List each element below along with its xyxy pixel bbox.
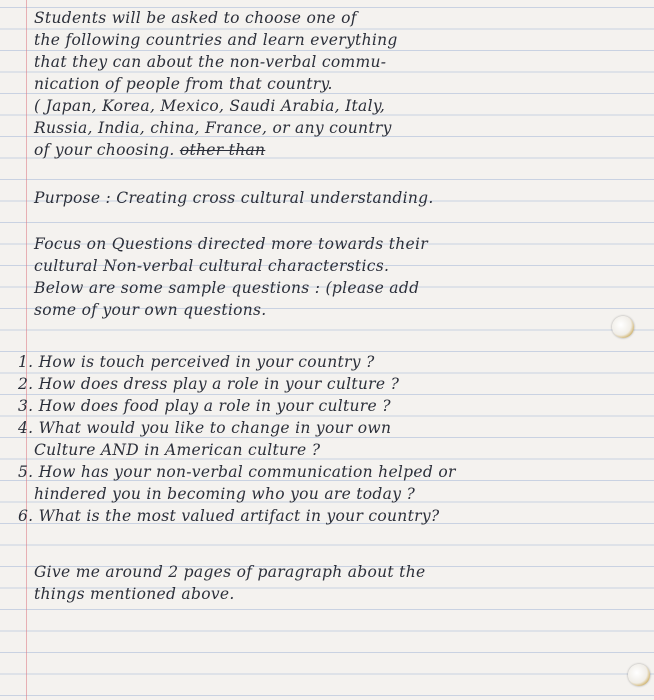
- intro-line-2: the following countries and learn everything: [34, 31, 398, 49]
- question-4: 4. What would you like to change in your own: [18, 419, 392, 437]
- question-3: 3. How does food play a role in your culture ?: [18, 397, 391, 415]
- struck-text: other than: [179, 141, 266, 159]
- question-5-continued: hindered you in becoming who you are today ?: [34, 485, 416, 503]
- intro-line-5: ( Japan, Korea, Mexico, Saudi Arabia, Italy,: [34, 97, 386, 115]
- binder-hole-icon: [628, 664, 650, 686]
- question-1: 1. How is touch perceived in your country ?: [18, 353, 375, 371]
- intro-line-4: nication of people from that country.: [34, 75, 333, 93]
- intro-line-3: that they can about the non-verbal commu-: [34, 53, 387, 71]
- focus-line-1: Focus on Questions directed more towards their: [34, 235, 428, 253]
- closing-line-2: things mentioned above.: [34, 585, 235, 603]
- question-5: 5. How has your non-verbal communication helped or: [18, 463, 456, 481]
- intro-line-7-text: of your choosing.: [34, 141, 175, 159]
- question-6: 6. What is the most valued artifact in your country?: [18, 507, 440, 525]
- intro-line-1: Students will be asked to choose one of: [34, 9, 357, 27]
- focus-line-2: cultural Non-verbal cultural characterstics.: [34, 257, 390, 275]
- intro-line-7: [34, 140, 265, 160]
- question-2: 2. How does dress play a role in your culture ?: [18, 375, 400, 393]
- intro-line-6: Russia, India, china, France, or any country: [34, 119, 392, 137]
- question-4-continued: Culture AND in American culture ?: [34, 441, 321, 459]
- purpose-line: Purpose : Creating cross cultural understanding.: [34, 189, 434, 207]
- focus-line-4: some of your own questions.: [34, 301, 267, 319]
- focus-line-3: Below are some sample questions : (please add: [34, 279, 420, 297]
- binder-hole-icon: [612, 316, 634, 338]
- closing-line-1: Give me around 2 pages of paragraph about the: [34, 563, 426, 581]
